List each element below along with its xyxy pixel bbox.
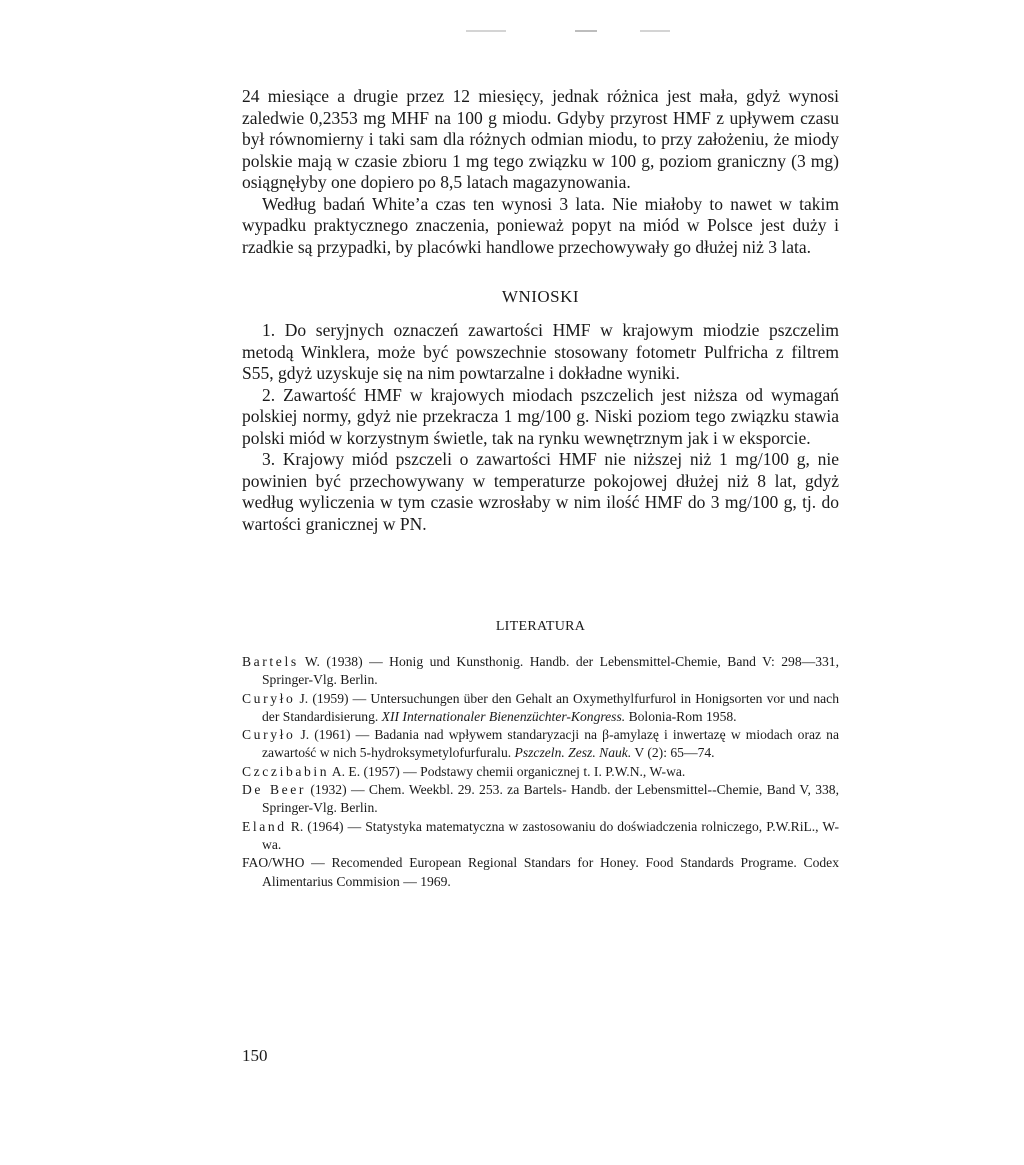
reference-item — [242, 726, 839, 763]
reference-author: Czczibabin — [242, 763, 330, 779]
conclusion-item: 3. Krajowy miód pszczeli o zawartości HMF nie niższej niż 1 mg/100 g, nie powinien być przechowywany w temperaturze pokojowej dłużej niż 8 lat, gdyż według wyliczenia w tym czasie wzrosłaby w nim ilość HMF do 3 mg/100 g, tj. do wartości granicznej w PN. — [242, 449, 839, 534]
scan-artifact — [575, 30, 597, 32]
reference-tail: Bolonia-Rom 1958. — [625, 708, 737, 724]
reference-text: — Recomended European Regional Standars for Honey. Food Standards Programe. Codex Alimentarius Commision — 1969. — [262, 855, 839, 889]
reference-tail: V (2): 65—74. — [631, 745, 715, 761]
page-number: 150 — [242, 1046, 268, 1065]
reference-author: Eland — [242, 818, 287, 834]
reference-item — [242, 854, 839, 891]
reference-item — [242, 690, 839, 727]
reference-item — [242, 818, 839, 855]
conclusions-heading: WNIOSKI — [501, 287, 580, 306]
reference-source: XII Internationaler Bienenzüchter-Kongress. — [381, 708, 626, 724]
reference-author: Curyło — [242, 690, 296, 706]
reference-text: A. E. (1957) — Podstawy chemii organicznej t. I. P.W.N., W-wa. — [329, 763, 686, 779]
scan-artifact — [640, 30, 670, 32]
conclusion-item: 2. Zawartość HMF w krajowych miodach pszczelich jest niższa od wymagań polskiej normy, gdyż nie przekracza 1 mg/100 g. Niski poziom tego związku stawia polski miód w korzystnym świetle, tak na rynku wewnętrznym jak i w eksporcie. — [242, 384, 839, 448]
page-content — [242, 86, 839, 891]
reference-item — [242, 763, 839, 781]
reference-text: (1932) — Chem. Weekbl. 29. 253. za Bartels- Handb. der Lebensmittel--Chemie, Band V, 338, Springer-Vlg. Berlin. — [262, 782, 839, 816]
reference-source: Pszczeln. Zesz. Nauk. — [514, 745, 632, 761]
body-paragraph: 24 miesiące a drugie przez 12 miesięcy, jednak różnica jest mała, gdyż wynosi zaledwie 0,2353 mg MHF na 100 g miodu. Gdyby przyrost HMF z upływem czasu był równomierny i taki sam dla różnych odmian miodu, to przy założeniu, że miody polskie mają w czasie zbioru 1 mg tego związku w 100 g, poziom graniczny (3 mg) osiągnęłyby one dopiero po 8,5 latach magazynowania. — [242, 86, 839, 192]
body-paragraph: Według badań White’a czas ten wynosi 3 lata. Nie miałoby to nawet w takim wypadku praktycznego znaczenia, ponieważ popyt na miód w Polsce jest duży i rzadkie są przypadki, by placówki handlowe przechowywały go dłużej niż 3 lata. — [242, 193, 839, 257]
reference-author: FAO/WHO — [242, 855, 305, 871]
reference-author: Bartels — [242, 654, 299, 669]
reference-list — [242, 653, 839, 891]
reference-text: W. (1938) — Honig und Kunsthonig. Handb. der Lebensmittel-Chemie, Band V: 298—331, Springer-Vlg. Berlin. — [262, 654, 839, 688]
reference-item — [242, 781, 839, 818]
conclusion-item: 1. Do seryjnych oznaczeń zawartości HMF w krajowym miodzie pszczelim metodą Winklera, może być powszechnie stosowany fotometr Pulfricha z filtrem S55, gdyż uzyskuje się na nim powtarzalne i dokładne wyniki. — [242, 320, 839, 383]
reference-author: Curyło — [242, 727, 296, 743]
scan-artifact — [466, 30, 506, 32]
reference-item — [242, 653, 839, 690]
reference-text: J. (1961) — Badania nad wpływem standaryzacji na β-amylazę i inwertazę w miodach oraz na zawartość w nich 5-hydroksymetylofurfuralu. — [262, 727, 839, 761]
reference-text: J. (1959) — Untersuchungen über den Gehalt an Oxymethylfurfurol in Honigsorten vor und nach der Standardisierung. — [262, 690, 839, 724]
reference-author: De Beer — [242, 782, 307, 798]
references-heading: LITERATURA — [495, 619, 586, 634]
reference-text: R. (1964) — Statystyka matematyczna w zastosowaniu do doświadczenia rolniczego, P.W.RiL., W-wa. — [262, 818, 839, 852]
